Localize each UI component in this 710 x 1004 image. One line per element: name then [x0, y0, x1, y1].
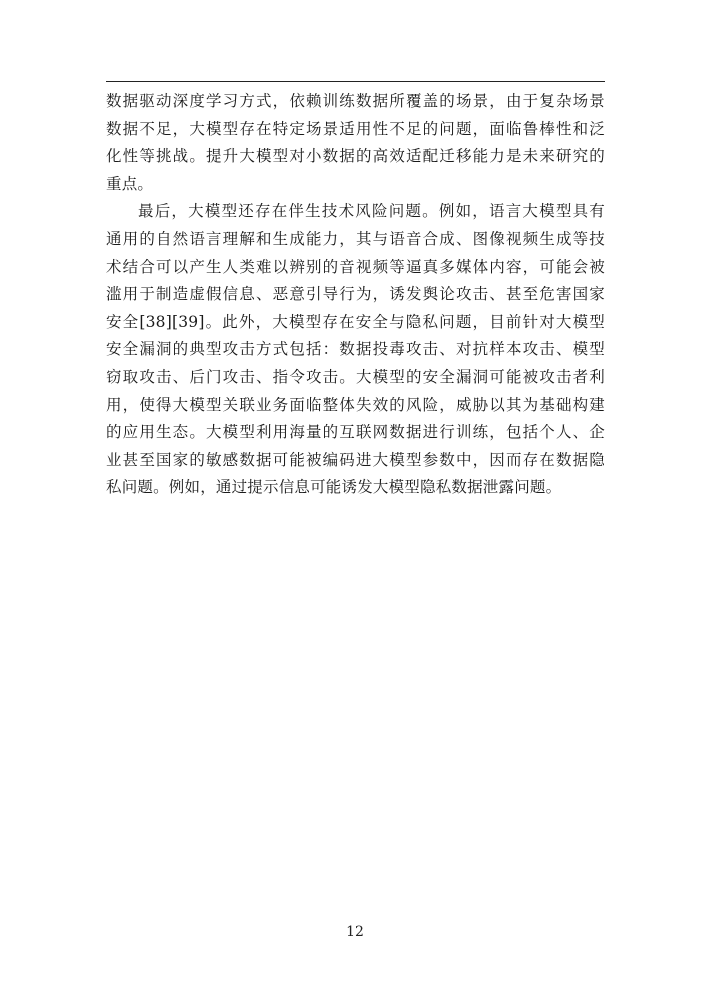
header-rule — [106, 81, 605, 82]
body-text — [106, 88, 605, 502]
text-line: 的应用生态。大模型利用海量的互联网数据进行训练，包括个人、企 — [106, 423, 605, 442]
text-line: 化性等挑战。提升大模型对小数据的高效适配迁移能力是未来研究的 — [106, 147, 605, 166]
text-line: 通用的自然语言理解和生成能力，其与语音合成、图像视频生成等技 — [106, 229, 605, 248]
text-line: 术结合可以产生人类难以辨别的音视频等逼真多媒体内容，可能会被 — [106, 257, 605, 276]
text-line: 用，使得大模型关联业务面临整体失效的风险，威胁以其为基础构建 — [106, 395, 605, 414]
paragraph-2 — [106, 198, 605, 502]
text-line: 安全漏洞的典型攻击方式包括：数据投毒攻击、对抗样本攻击、模型 — [106, 340, 605, 359]
paragraph-1 — [106, 88, 605, 198]
text-line: 重点。 — [106, 174, 154, 193]
text-line: 滥用于制造虚假信息、恶意引导行为，诱发舆论攻击、甚至危害国家 — [106, 285, 605, 304]
text-line: 业甚至国家的敏感数据可能被编码进大模型参数中，因而存在数据隐 — [106, 450, 605, 469]
text-line: 数据驱动深度学习方式，依赖训练数据所覆盖的场景，由于复杂场景 — [106, 92, 605, 110]
text-line: 最后，大模型还存在伴生技术风险问题。例如，语言大模型具有 — [138, 202, 605, 221]
text-line: 私问题。例如，通过提示信息可能诱发大模型隐私数据泄露问题。 — [106, 478, 562, 497]
text-line: 窃取攻击、后门攻击、指令攻击。大模型的安全漏洞可能被攻击者利 — [106, 367, 605, 386]
page-number: 12 — [346, 924, 364, 940]
text-line: 安全[38][39]。此外，大模型存在安全与隐私问题，目前针对大模型 — [106, 312, 605, 331]
text-line: 数据不足，大模型存在特定场景适用性不足的问题，面临鲁棒性和泛 — [106, 119, 605, 138]
